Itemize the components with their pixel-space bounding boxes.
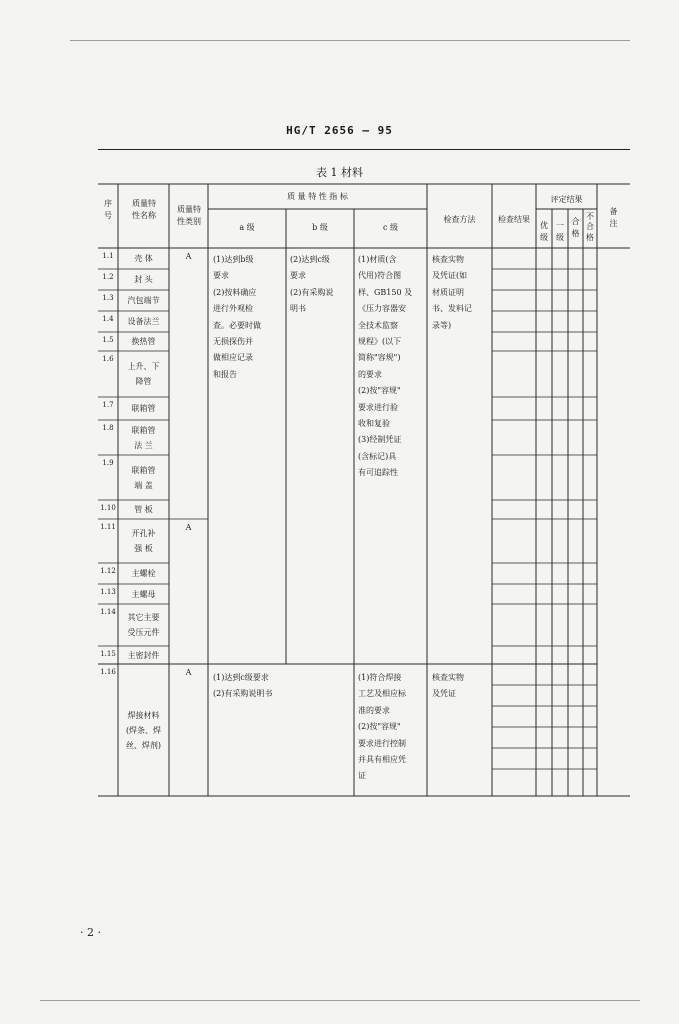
row-category: A	[185, 523, 192, 532]
row-item-name: 换热管	[131, 337, 156, 346]
header-grade-b: b 级	[312, 223, 328, 232]
row-number: 1.4	[102, 315, 114, 323]
group2-method: 核查实物 及凭证	[432, 673, 464, 699]
row-item-name: 联箱管 端 盖	[131, 465, 156, 490]
row-number: 1.6	[102, 355, 114, 363]
row-number: 1.7	[102, 401, 114, 409]
header-category: 质量特 性类别	[177, 205, 201, 227]
group2-grade-c: (1)符合焊接 工艺及相应标 准的要求 (2)按"容规" 要求进行控制 并具有相应凭 证	[358, 673, 406, 781]
header-result: 检查结果	[498, 215, 530, 224]
header-remark: 备 注	[609, 207, 618, 229]
group1-grade-c: (1)材质(含 代用)符合图 样、GB150 及 《压力容器安 全技术监察 规程》(以下 简称"容规") 的要求 (2)按"容规" 要求进行验 收和复验 (3)经制凭证 (含标记)具 有可追踪性	[358, 255, 413, 478]
document-id: HG/T 2656 — 95	[286, 124, 393, 137]
header-seq: 序 号	[104, 199, 112, 221]
row-number: 1.5	[102, 336, 114, 344]
row-item-name: 上升、下 降管	[127, 362, 160, 387]
header-eval-fail: 不 合 格	[586, 212, 594, 242]
header-method: 检查方法	[443, 215, 476, 224]
row-number: 1.12	[100, 567, 116, 575]
scan-artifact-top	[70, 40, 630, 41]
row-number: 1.9	[102, 459, 114, 467]
row-item-name: 联箱管	[131, 404, 156, 413]
row-number: 1.13	[100, 588, 116, 596]
header-evaluation: 评定结果	[550, 195, 583, 204]
row-item-name: 其它主要 受压元件	[127, 613, 160, 638]
row-item-name: 开孔补 强 板	[131, 529, 156, 554]
row-number: 1.1	[102, 252, 114, 260]
row-number: 1.14	[100, 608, 116, 616]
header-grade-a: a 级	[239, 223, 255, 232]
row-number: 1.15	[100, 650, 116, 658]
row-item-name: 封 头	[134, 275, 153, 284]
header-eval-pass: 合 格	[571, 217, 580, 239]
group1-method: 核查实物 及凭证(如 材质证明 书、发料记 录等)	[432, 255, 472, 330]
row-item-name: 壳 体	[134, 254, 153, 263]
row-number: 1.3	[102, 294, 114, 302]
header-rule	[98, 149, 630, 150]
group1-grade-b: (2)达到c级 要求 (2)有采购说 明书	[290, 255, 334, 314]
row-item-name: 管 板	[134, 505, 153, 514]
row-item-name: 主螺母	[131, 589, 156, 599]
row-number: 1.10	[100, 504, 116, 512]
row-item-name: 主密封件	[127, 650, 160, 660]
header-eval-first: 一 级	[556, 221, 564, 243]
scan-artifact-bottom	[40, 1000, 640, 1001]
header-eval-excellent: 优 级	[540, 221, 548, 243]
row-item-name: 设备法兰	[127, 317, 160, 326]
row-item-name: 焊接材料 (焊条、焊 丝、焊剂)	[125, 710, 162, 750]
row-item-name: 联箱管 法 兰	[131, 425, 156, 450]
page-number: · 2 ·	[80, 926, 101, 939]
row-number: 1.2	[102, 273, 114, 281]
header-indicators: 质 量 特 性 指 标	[287, 192, 348, 201]
header-grade-c: c 级	[382, 223, 399, 232]
table-title: 表 1 材料	[316, 166, 363, 179]
group1-grade-a: (1)达到b级 要求 (2)按料确应 进行外观检 查。必要时做 无损探伤并 做相应记录 和报告	[213, 255, 261, 379]
row-number: 1.8	[102, 424, 114, 432]
row-number: 1.11	[100, 523, 116, 531]
row-category: A	[185, 252, 192, 261]
row-number: 1.16	[100, 668, 116, 676]
row-item-name: 汽包端节	[127, 296, 160, 305]
row-category: A	[185, 668, 192, 677]
group2-grade-a: (1)达到c级要求 (2)有采购说明书	[213, 673, 273, 699]
header-item-name: 质量特 性名称	[132, 199, 156, 221]
row-item-name: 主螺栓	[131, 569, 156, 578]
